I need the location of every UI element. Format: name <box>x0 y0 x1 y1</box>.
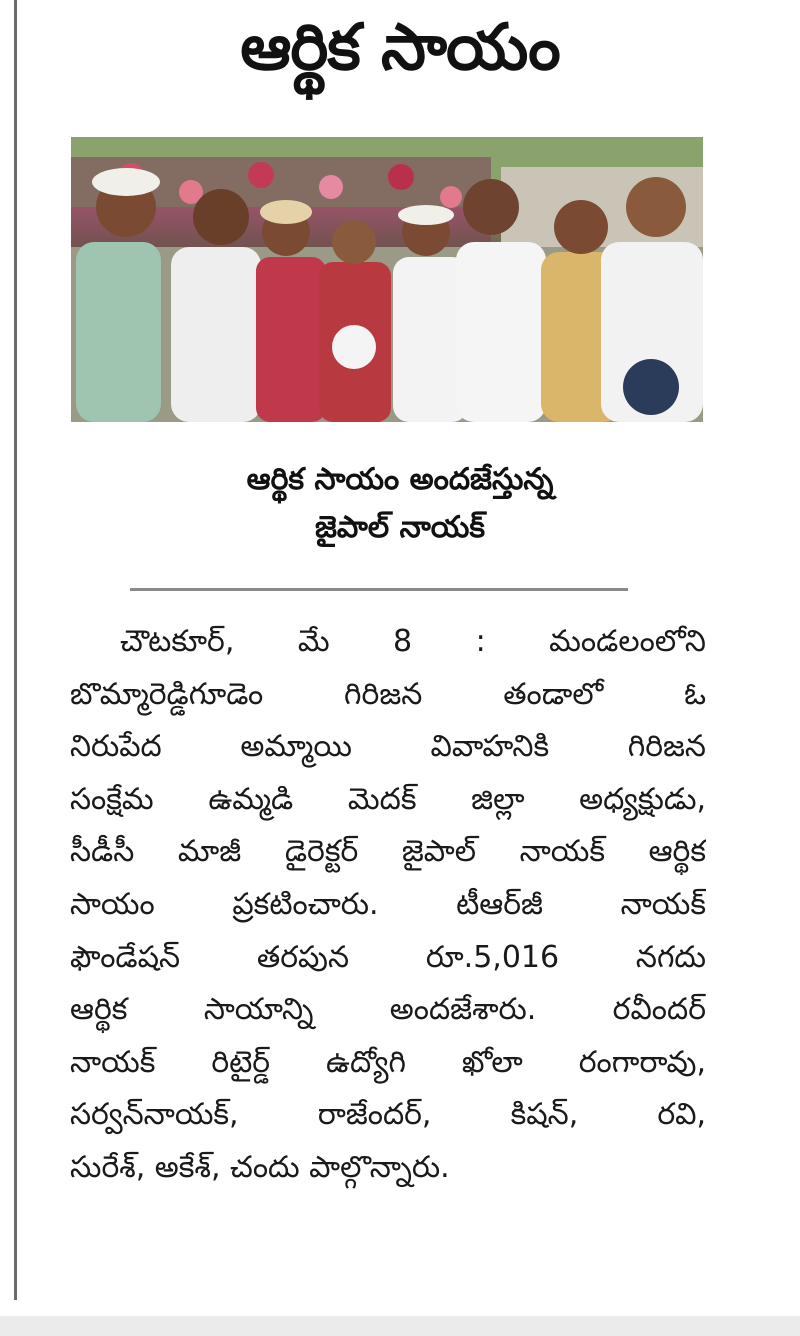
caption-line-1: ఆర్థిక సాయం అందజేస్తున్న <box>246 462 554 497</box>
photo-caption <box>120 456 680 552</box>
article-line: నిరుపేద అమ్మాయి వివాహనికి గిరిజన <box>70 729 706 765</box>
column-rule <box>14 0 17 1300</box>
photo-icon <box>71 137 703 422</box>
article-line: సంక్షేమ ఉమ్మడి మెదక్ జిల్లా అధ్యక్షుడు, <box>70 781 706 817</box>
caption-line-2: జైపాల్ నాయక్ <box>315 510 485 545</box>
article-line: సాయం ప్రకటించారు. టీఆర్‌జీ నాయక్ <box>70 886 706 922</box>
article-line: ఫౌండేషన్ తరపున రూ.5,016 నగదు <box>70 939 706 975</box>
news-photo <box>71 137 703 422</box>
article-line: చౌటకూర్, మే 8 : మండలంలోని <box>120 624 706 659</box>
article-line: ఆర్థిక సాయాన్ని అందజేశారు. రవీందర్ <box>70 992 706 1028</box>
caption-divider <box>130 588 628 591</box>
page-footer-band <box>0 1316 800 1336</box>
article-line: సర్వన్‌నాయక్, రాజేందర్, కిషన్, రవి, <box>70 1097 706 1133</box>
article-line: సీడీసీ మాజీ డైరెక్టర్ జైపాల్ నాయక్ ఆర్థిక <box>70 834 706 870</box>
article-line: బొమ్మారెడ్డిగూడెం గిరిజన తండాలో ఓ <box>70 676 706 712</box>
article-line: నాయక్ రిటైర్డ్ ఉద్యోగి ఖోలా రంగారావు, <box>70 1044 706 1080</box>
article-body <box>70 616 706 1195</box>
headline: ఆర్థిక సాయం <box>240 11 560 85</box>
article-line: సురేశ్, అకేశ్, చందు పాల్గొన్నారు. <box>70 1149 450 1185</box>
